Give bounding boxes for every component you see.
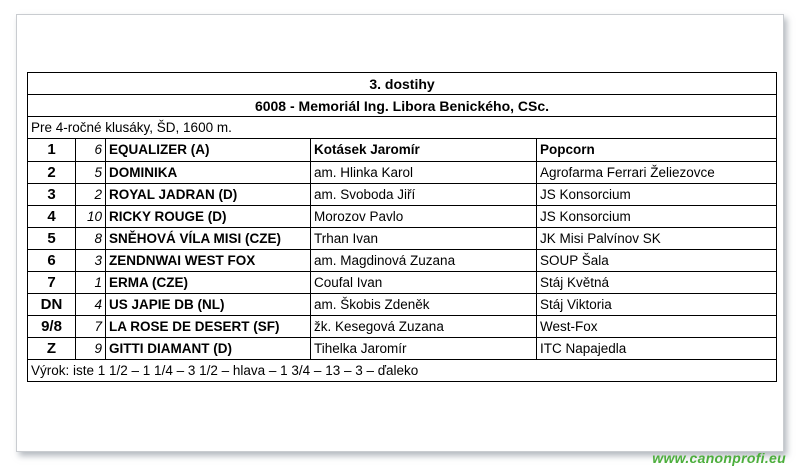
place-cell: 9/8 [28, 316, 76, 338]
driver-cell: Kotásek Jaromír [311, 139, 537, 162]
race-conditions-row [28, 117, 777, 139]
watermark: www.canonprofi.eu [652, 450, 786, 466]
horse-cell: ROYAL JADRAN (D) [106, 184, 311, 206]
race-verdict: Výrok: iste 1 1/2 – 1 1/4 – 3 1/2 – hlava – 1 3/4 – 13 – 3 – ďaleko [28, 360, 777, 382]
driver-cell: am. Svoboda Jiří [311, 184, 537, 206]
start-number-cell: 3 [76, 250, 106, 272]
horse-cell: ERMA (CZE) [106, 272, 311, 294]
owner-cell: JK Misi Palvínov SK [537, 228, 777, 250]
verdict-row [28, 360, 777, 382]
horse-cell: ZENDNWAI WEST FOX [106, 250, 311, 272]
owner-cell: Agrofarma Ferrari Želiezovce [537, 162, 777, 184]
table-row [28, 294, 777, 316]
driver-cell: žk. Kesegová Zuzana [311, 316, 537, 338]
place-cell: 2 [28, 162, 76, 184]
place-cell: Z [28, 338, 76, 360]
place-cell: 1 [28, 139, 76, 162]
owner-cell: ITC Napajedla [537, 338, 777, 360]
owner-cell: SOUP Šala [537, 250, 777, 272]
table-row [28, 316, 777, 338]
horse-cell: RICKY ROUGE (D) [106, 206, 311, 228]
start-number-cell: 2 [76, 184, 106, 206]
start-number-cell: 5 [76, 162, 106, 184]
place-cell: 5 [28, 228, 76, 250]
race-results-table [27, 72, 777, 382]
start-number-cell: 4 [76, 294, 106, 316]
driver-cell: am. Magdinová Zuzana [311, 250, 537, 272]
start-number-cell: 9 [76, 338, 106, 360]
table-row [28, 250, 777, 272]
driver-cell: am. Škobis Zdeněk [311, 294, 537, 316]
horse-cell: EQUALIZER (A) [106, 139, 311, 162]
table-row [28, 206, 777, 228]
table-row [28, 228, 777, 250]
place-cell: 4 [28, 206, 76, 228]
driver-cell: Trhan Ivan [311, 228, 537, 250]
place-cell: 6 [28, 250, 76, 272]
start-number-cell: 6 [76, 139, 106, 162]
start-number-cell: 7 [76, 316, 106, 338]
driver-cell: Coufal Ivan [311, 272, 537, 294]
table-row [28, 162, 777, 184]
race-name-row [28, 95, 777, 117]
owner-cell: Stáj Viktoria [537, 294, 777, 316]
table-row [28, 184, 777, 206]
owner-cell: JS Konsorcium [537, 184, 777, 206]
horse-cell: DOMINIKA [106, 162, 311, 184]
horse-cell: US JAPIE DB (NL) [106, 294, 311, 316]
table-row [28, 139, 777, 162]
horse-cell: SNĚHOVÁ VÍLA MISI (CZE) [106, 228, 311, 250]
race-title-row [28, 73, 777, 95]
table-row [28, 272, 777, 294]
owner-cell: West-Fox [537, 316, 777, 338]
race-title: 3. dostihy [28, 73, 777, 95]
race-conditions: Pre 4-ročné klusáky, ŠD, 1600 m. [28, 117, 777, 139]
place-cell: DN [28, 294, 76, 316]
place-cell: 3 [28, 184, 76, 206]
driver-cell: Tihelka Jaromír [311, 338, 537, 360]
start-number-cell: 1 [76, 272, 106, 294]
horse-cell: GITTI DIAMANT (D) [106, 338, 311, 360]
start-number-cell: 8 [76, 228, 106, 250]
owner-cell: JS Konsorcium [537, 206, 777, 228]
place-cell: 7 [28, 272, 76, 294]
driver-cell: Morozov Pavlo [311, 206, 537, 228]
owner-cell: Stáj Květná [537, 272, 777, 294]
driver-cell: am. Hlinka Karol [311, 162, 537, 184]
start-number-cell: 10 [76, 206, 106, 228]
table-row [28, 338, 777, 360]
race-name: 6008 - Memoriál Ing. Libora Benického, CSc. [28, 95, 777, 117]
owner-cell: Popcorn [537, 139, 777, 162]
horse-cell: LA ROSE DE DESERT (SF) [106, 316, 311, 338]
